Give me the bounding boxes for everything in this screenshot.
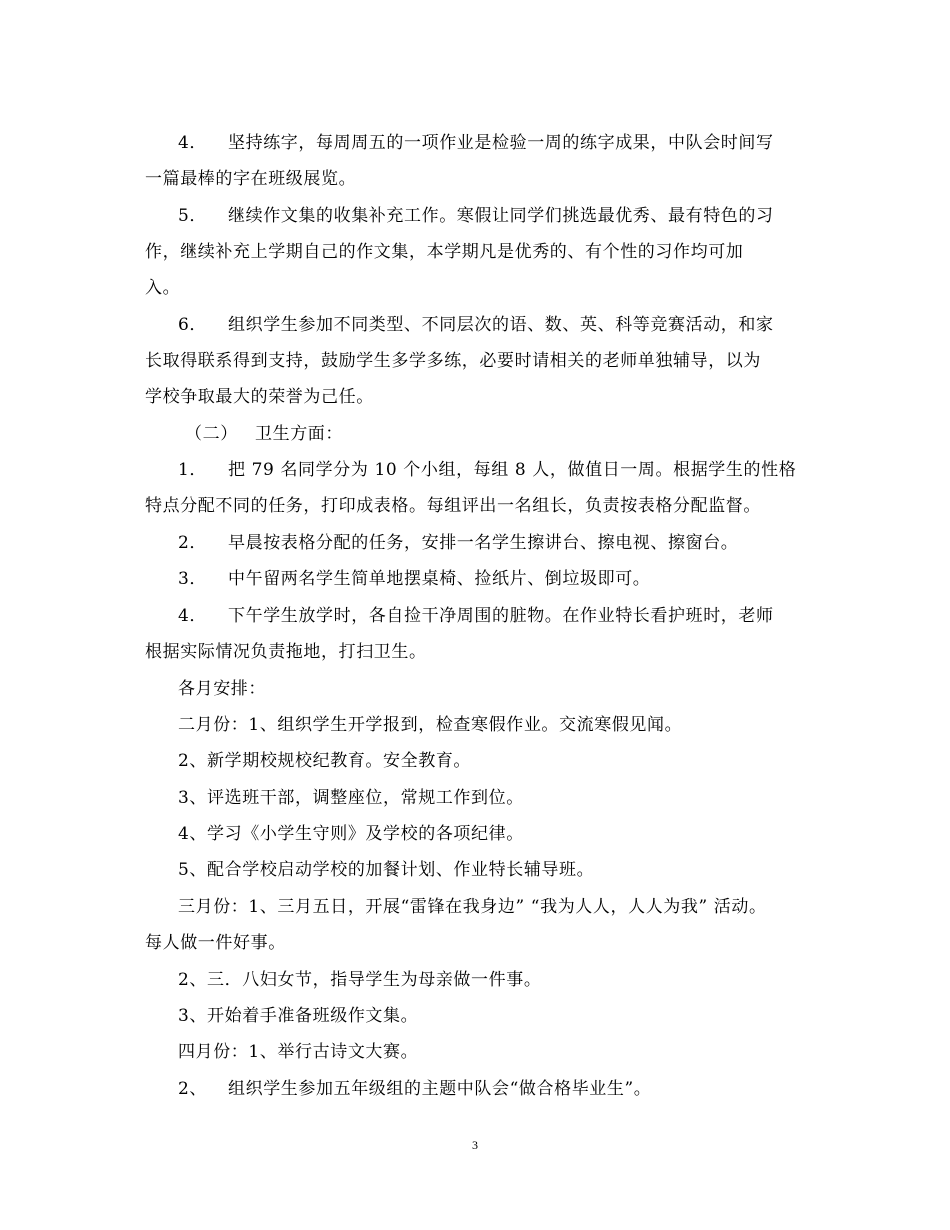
line-text: 一篇最棒的字在班级展览。 <box>145 169 357 189</box>
line-text: 2、新学期校规校纪教育。安全教育。 <box>178 751 472 771</box>
paragraph-line <box>178 714 682 736</box>
paragraph-line <box>178 132 774 154</box>
list-number: 3． <box>178 569 208 589</box>
paragraph-line <box>178 787 524 809</box>
line-text: 3、评选班干部，调整座位，常规工作到位。 <box>178 788 524 808</box>
paragraph-line <box>178 459 796 481</box>
line-text: 早晨按表格分配的任务，安排一名学生擦讲台、擦电视、擦窗台。 <box>228 533 739 553</box>
paragraph-line <box>178 859 594 881</box>
paragraph-line <box>145 641 427 663</box>
paragraph-line <box>178 532 738 554</box>
line-text: 三月份：1、三月五日，开展“雷锋在我身边” “我为人人，人人为我” 活动。 <box>178 897 767 917</box>
paragraph-line <box>178 823 524 845</box>
line-text: 坚持练字，每周周五的一项作业是检验一周的练字成果，中队会时间写 <box>228 133 774 153</box>
line-text: 作，继续补充上学期自己的作文集，本学期凡是优秀的、有个性的习作均可加 <box>145 242 744 262</box>
list-number: 6． <box>178 315 208 335</box>
paragraph-line <box>178 568 650 590</box>
paragraph-line <box>178 314 774 336</box>
paragraph-line <box>145 495 761 517</box>
line-text: 四月份：1、举行古诗文大赛。 <box>178 1042 419 1062</box>
line-text: 各月安排： <box>178 679 266 699</box>
paragraph-line <box>145 932 286 954</box>
paragraph-line <box>145 386 374 408</box>
paragraph-line <box>145 241 743 263</box>
line-text: 2、三．八妇女节，指导学生为母亲做一件事。 <box>178 970 542 990</box>
paragraph-line <box>145 168 356 190</box>
line-text: 把 79 名同学分为 10 个小组，每组 8 人，做值日一周。根据学生的性格 <box>228 460 797 480</box>
paragraph-line <box>178 1005 418 1027</box>
paragraph-line <box>178 1078 651 1100</box>
line-text: 学校争取最大的荣誉为己任。 <box>145 387 374 407</box>
paragraph-line <box>145 350 761 372</box>
list-number: 4． <box>178 133 208 153</box>
paragraph-line <box>178 605 774 627</box>
line-text: 4、学习《小学生守则》及学校的各项纪律。 <box>178 824 524 844</box>
list-number: 5． <box>178 206 208 226</box>
line-text: 每人做一件好事。 <box>145 933 286 953</box>
line-text: 根据实际情况负责拖地，打扫卫生。 <box>145 642 427 662</box>
list-number: 2． <box>178 533 208 553</box>
paragraph-line <box>178 678 266 700</box>
line-text: 特点分配不同的任务，打印成表格。每组评出一名组长，负责按表格分配监督。 <box>145 496 761 516</box>
page-number: 3 <box>472 1138 478 1152</box>
line-text: 组织学生参加不同类型、不同层次的语、数、英、科等竞赛活动，和家 <box>228 315 774 335</box>
paragraph-line <box>178 969 541 991</box>
list-number: 4． <box>178 606 208 626</box>
line-text: 长取得联系得到支持，鼓励学生多学多练，必要时请相关的老师单独辅导，以为 <box>145 351 761 371</box>
line-text: 组织学生参加五年级组的主题中队会“做合格毕业生”。 <box>228 1079 652 1099</box>
line-text: 中午留两名学生简单地摆桌椅、捡纸片、倒垃圾即可。 <box>228 569 651 589</box>
list-number: 2、 <box>178 1079 208 1099</box>
line-text: 入。 <box>145 278 181 298</box>
paragraph-line <box>178 750 471 772</box>
list-number: 1． <box>178 460 208 480</box>
section-number: （二） <box>185 424 238 444</box>
paragraph-line <box>145 277 180 299</box>
line-text: 3、开始着手准备班级作文集。 <box>178 1006 419 1026</box>
line-text: 继续作文集的收集补充工作。寒假让同学们挑选最优秀、最有特色的习 <box>228 206 774 226</box>
line-text: 卫生方面： <box>255 424 343 444</box>
line-text: 二月份：1、组织学生开学报到，检查寒假作业。交流寒假见闻。 <box>178 715 683 735</box>
section-heading <box>185 423 343 445</box>
paragraph-line <box>178 896 767 918</box>
line-text: 下午学生放学时，各自捡干净周围的脏物。在作业特长看护班时，老师 <box>228 606 774 626</box>
paragraph-line <box>178 1041 418 1063</box>
paragraph-line <box>178 205 774 227</box>
line-text: 5、配合学校启动学校的加餐计划、作业特长辅导班。 <box>178 860 595 880</box>
